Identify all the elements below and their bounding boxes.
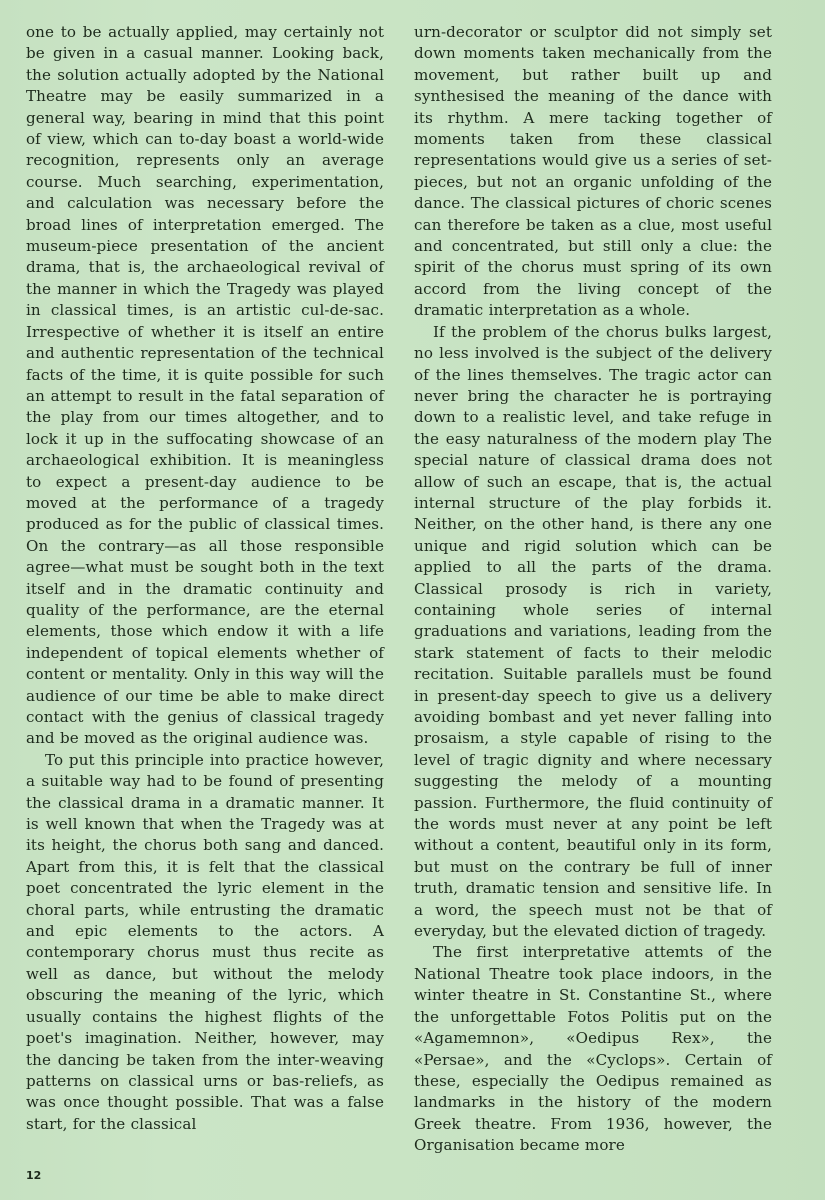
left-column xyxy=(26,22,384,1157)
two-column-layout xyxy=(26,22,799,1157)
paragraph: The first interpretative attemts of the National Theatre took place indoors, in the winter theatre in St. Constantine St., where the unforgettable Fotos Politis put on the «Agamemnon», «Oedipus Rex», the «Persae», and the «Cyclops». Certain of these, especially the Oedipus remained as landmarks in the history of the modern Greek theatre. From 1936, however, the Organisation became more xyxy=(414,943,772,1155)
paragraph: one to be actually applied, may certainly not be given in a casual manner. Looking back, the solution actually adopted by the National Theatre may be easily summarized in a general way, bearing in mind that this point of view, which can to-day boast a world-wide recognition, represents only an average course. Much searching, experimentation, and calculation was necessary before the broad lines of interpretation emerged. The museum-piece presentation of the ancient drama, that is, the archaeological revival of the manner in which the Tragedy was played in classical times, is an artistic cul-de-sac. Irrespective of whether it is itself an entire and authentic representation of the technical facts of the time, it is quite possible for such an attempt to result in the fatal separation of the play from our times altogether, and to lock it up in the suffocating showcase of an archaeological exhibition. It is meaningless to expect a present-day audience to be moved at the performance of a tragedy produced as for the public of classical times. On the contrary—as all those responsible agree—what must be sought both in the text itself and in the dramatic continuity and quality of the performance, are the eternal elements, those which endow it with a life independent of topical elements whether of content or mentality. Only in this way will the audience of our time be able to make direct contact with the genius of classical tragedy and be moved as the original audience was. xyxy=(26,23,384,748)
paragraph: If the problem of the chorus bulks largest, no less involved is the subject of the delivery of the lines themselves. The tragic actor can never bring the character he is portraying down to a realistic level, and take refuge in the easy naturalness of the modern play The special nature of classical drama does not allow of such an escape, that is, the actual internal structure of the play forbids it. Neither, on the other hand, is there any one unique and rigid solution which can be applied to all the parts of the drama. Classical prosody is rich in variety, containing whole series of internal graduations and variations, leading from the stark statement of facts to their melodic recitation. Suitable parallels must be found in present-day speech to give us a delivery avoiding bombast and yet never falling into prosaism, a style capable of rising to the level of tragic dignity and where necessary suggesting the melody of a mounting passion. Furthermore, the fluid continuity of the words must never at any point be left without a content, beautiful only in its form, but must on the contrary be full of inner truth, dramatic tension and sensitive life. In a word, the speech must not be that of everyday, but the elevated diction of tragedy. xyxy=(414,322,772,941)
paragraph: urn-decorator or sculptor did not simply set down moments taken mechanically from the movement, but rather built up and synthesised the meaning of the dance with its rhythm. A mere tacking together of moments taken from these classical representations would give us a series of set-pieces, but not an organic unfolding of the dance. The classical pictures of choric scenes can therefore be taken as a clue, most useful and concentrated, but still only a clue: the spirit of the chorus must spring of its own accord from the living concept of the dramatic interpretation as a whole. xyxy=(414,23,772,320)
paragraph: To put this principle into practice however, a suitable way had to be found of presenting the classical drama in a dramatic manner. It is well known that when the Tragedy was at its height, the chorus both sang and danced. Apart from this, it is felt that the classical poet concentrated the lyric element in the choral parts, while entrusting the dramatic and epic elements to the actors. A contemporary chorus must thus recite as well as dance, but without the melody obscuring the meaning of the lyric, which usually contains the highest flights of the poet's imagination. Neither, however, may the dancing be taken from the inter-weaving patterns on classical urns or bas-reliefs, as was once thought possible. That was a false start, for the classical xyxy=(26,750,384,1133)
page-number: 12 xyxy=(26,1169,42,1182)
right-column xyxy=(414,22,772,1157)
